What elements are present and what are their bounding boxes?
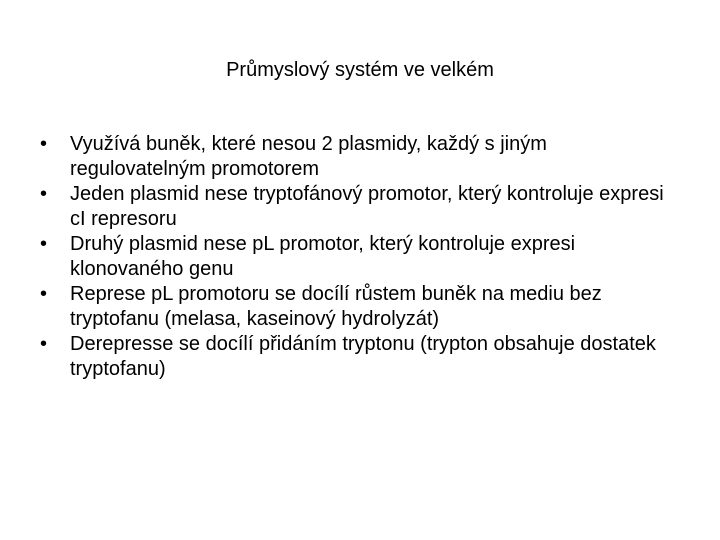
bullet-text: Derepresse se docílí přidáním tryptonu (trypton obsahuje dostatek tryptofanu) (70, 333, 656, 380)
bullet-list (40, 132, 680, 382)
bullet-text: Jeden plasmid nese tryptofánový promotor, který kontroluje expresi cI represoru (70, 183, 664, 230)
bullet-dot-icon: • (40, 133, 48, 155)
bullet-dot-icon: • (40, 333, 48, 355)
bullet-dot-icon: • (40, 183, 48, 205)
bullet-text: Represe pL promotoru se docílí růstem buněk na mediu bez tryptofanu (melasa, kaseinový hydrolyzát) (70, 283, 602, 330)
slide-title: Průmyslový systém ve velkém (226, 59, 494, 81)
bullet-dot-icon: • (40, 233, 48, 255)
bullet-item (40, 132, 680, 182)
bullet-text: Druhý plasmid nese pL promotor, který kontroluje expresi klonovaného genu (70, 233, 576, 280)
bullet-dot-icon: • (40, 283, 48, 305)
bullet-text: Využívá buněk, které nesou 2 plasmidy, každý s jiným regulovatelným promotorem (70, 133, 547, 180)
bullet-item (40, 282, 680, 332)
bullet-item (40, 232, 680, 282)
bullet-item (40, 182, 680, 232)
bullet-item (40, 332, 680, 382)
